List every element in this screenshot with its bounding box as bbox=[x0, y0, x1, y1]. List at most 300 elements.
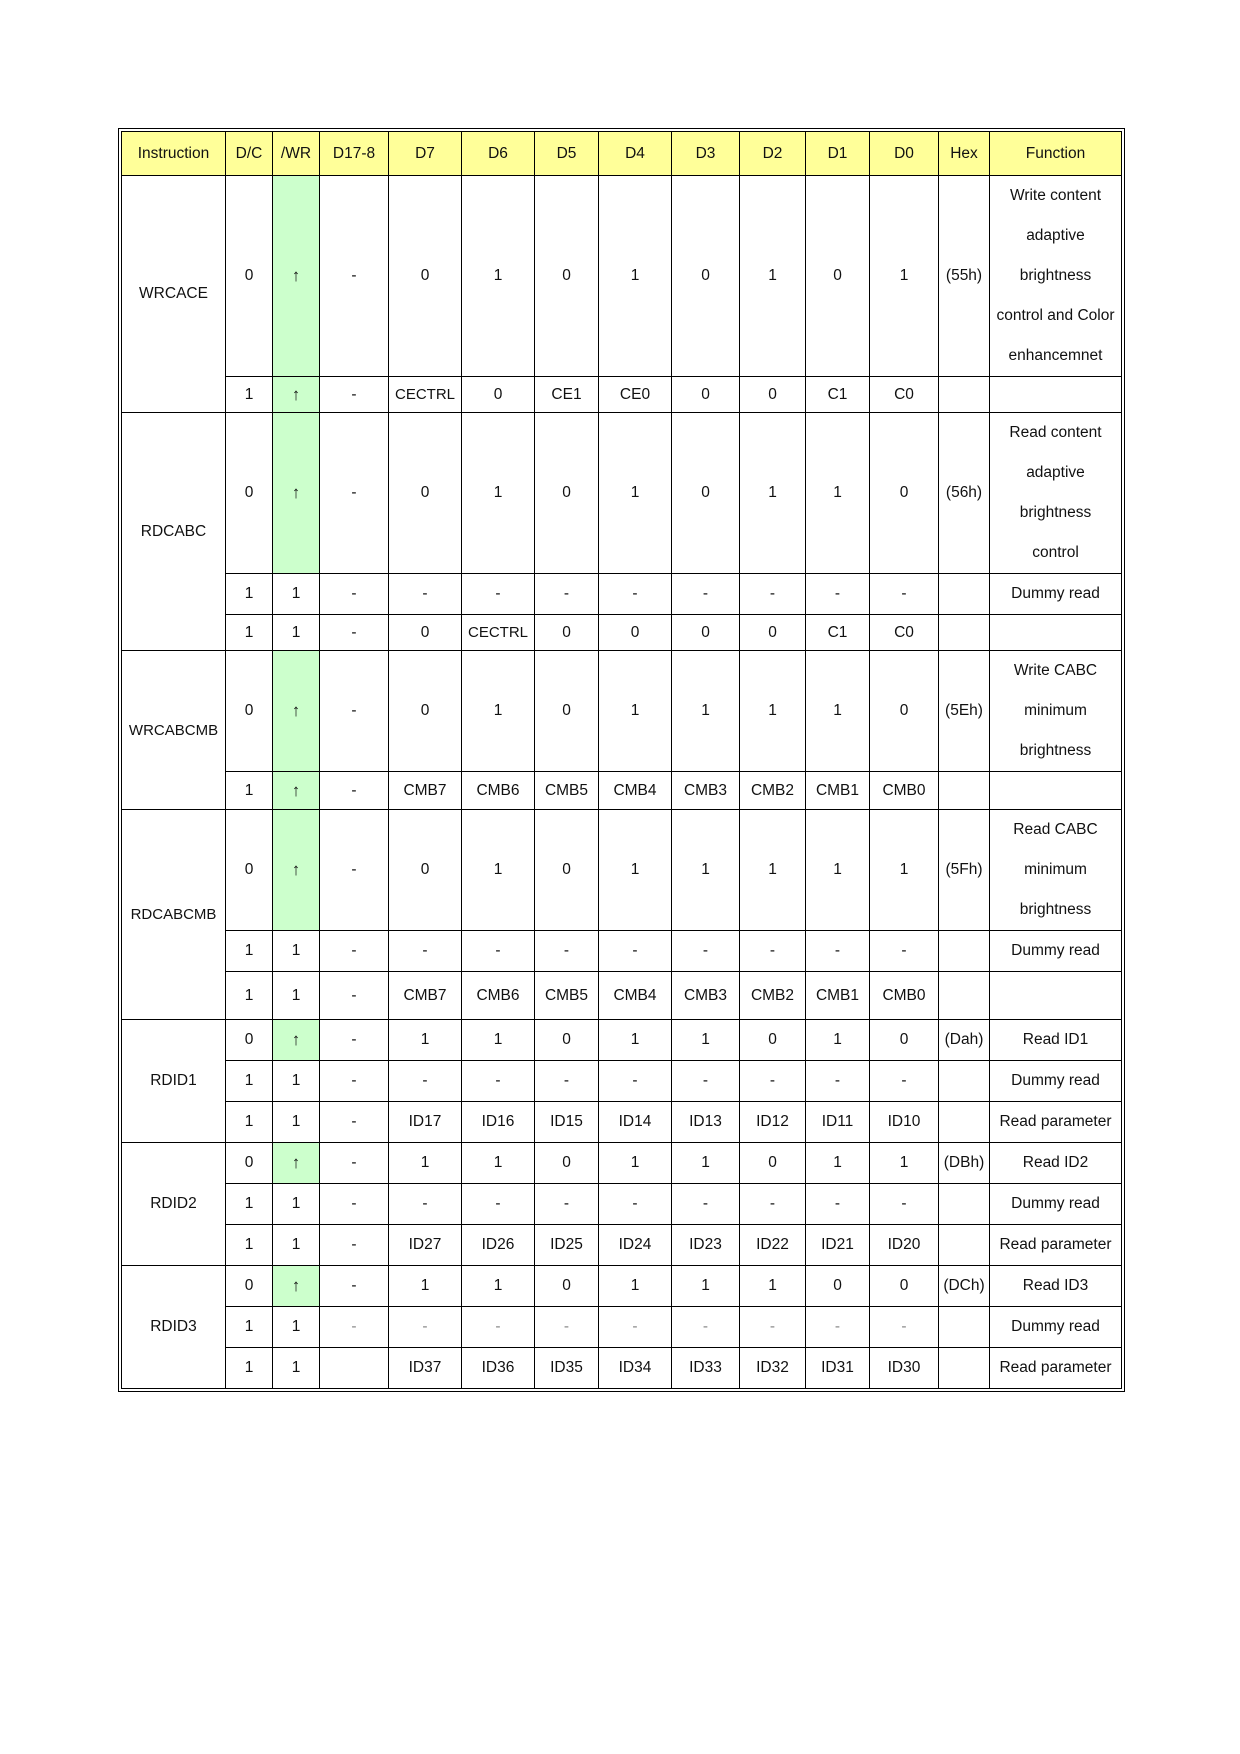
dc-cell: 0 bbox=[226, 1020, 273, 1061]
wr-cell: ↑ bbox=[273, 651, 320, 772]
d7-cell: ID37 bbox=[389, 1348, 462, 1389]
function-line: brightness bbox=[1019, 504, 1092, 521]
d7-cell: 0 bbox=[389, 176, 462, 377]
table-row bbox=[122, 1348, 1122, 1389]
hex-cell bbox=[939, 772, 990, 810]
d4-cell: 1 bbox=[599, 651, 672, 772]
d4-cell: ID24 bbox=[599, 1225, 672, 1266]
function-line: Read ID1 bbox=[1022, 1031, 1089, 1048]
function-cell bbox=[990, 1348, 1122, 1389]
dc-cell: 1 bbox=[226, 377, 273, 413]
function-line: minimum bbox=[1024, 861, 1087, 878]
d4-cell: 1 bbox=[599, 413, 672, 574]
d7-cell: - bbox=[389, 1184, 462, 1225]
hex-cell bbox=[939, 931, 990, 972]
d0-cell: 0 bbox=[870, 413, 939, 574]
d2-cell: 0 bbox=[740, 1020, 806, 1061]
wr-cell: 1 bbox=[273, 1307, 320, 1348]
function-cell bbox=[990, 574, 1122, 615]
function-line: Dummy read bbox=[1011, 1318, 1100, 1335]
table-row bbox=[122, 1102, 1122, 1143]
function-line: Read parameter bbox=[999, 1359, 1112, 1376]
d1-cell: ID11 bbox=[806, 1102, 870, 1143]
d1-cell: C1 bbox=[806, 615, 870, 651]
d1-cell: - bbox=[806, 1184, 870, 1225]
function-line: control bbox=[1032, 544, 1079, 561]
d17-8-cell: - bbox=[320, 176, 389, 377]
d17-8-cell: - bbox=[320, 1143, 389, 1184]
d4-cell: - bbox=[599, 574, 672, 615]
table-row bbox=[122, 810, 1122, 931]
header-d2: D2 bbox=[740, 132, 806, 176]
function-line: adaptive bbox=[1026, 464, 1085, 481]
d7-cell: CMB7 bbox=[389, 972, 462, 1020]
dc-cell: 0 bbox=[226, 1143, 273, 1184]
d1-cell: - bbox=[806, 1061, 870, 1102]
d3-cell: 1 bbox=[672, 1143, 740, 1184]
d6-cell: 1 bbox=[462, 1266, 535, 1307]
wr-cell: 1 bbox=[273, 615, 320, 651]
header-instruction: Instruction bbox=[122, 132, 226, 176]
d4-cell: 1 bbox=[599, 1266, 672, 1307]
dc-cell: 0 bbox=[226, 810, 273, 931]
d6-cell: 1 bbox=[462, 1020, 535, 1061]
d0-cell: - bbox=[870, 931, 939, 972]
function-cell bbox=[990, 1266, 1122, 1307]
function-cell bbox=[990, 1020, 1122, 1061]
d3-cell: ID13 bbox=[672, 1102, 740, 1143]
table-body bbox=[122, 176, 1122, 1389]
d1-cell: 1 bbox=[806, 810, 870, 931]
table-row bbox=[122, 931, 1122, 972]
d0-cell: ID30 bbox=[870, 1348, 939, 1389]
hex-cell bbox=[939, 1184, 990, 1225]
header-d7: D7 bbox=[389, 132, 462, 176]
d6-cell: 1 bbox=[462, 413, 535, 574]
d0-cell: ID10 bbox=[870, 1102, 939, 1143]
d3-cell: CMB3 bbox=[672, 972, 740, 1020]
d5-cell: CMB5 bbox=[535, 772, 599, 810]
function-line: Write CABC bbox=[1013, 662, 1098, 679]
d5-cell: 0 bbox=[535, 615, 599, 651]
d4-cell: 1 bbox=[599, 176, 672, 377]
d4-cell: 1 bbox=[599, 810, 672, 931]
wr-cell: 1 bbox=[273, 1348, 320, 1389]
hex-cell: (55h) bbox=[939, 176, 990, 377]
d0-cell: CMB0 bbox=[870, 772, 939, 810]
hex-cell bbox=[939, 1061, 990, 1102]
function-cell bbox=[990, 810, 1122, 931]
d5-cell: ID15 bbox=[535, 1102, 599, 1143]
header-hex: Hex bbox=[939, 132, 990, 176]
function-line: Dummy read bbox=[1011, 1072, 1100, 1089]
function-line: Read ID2 bbox=[1022, 1154, 1089, 1171]
header-function: Function bbox=[990, 132, 1122, 176]
table-row bbox=[122, 1266, 1122, 1307]
d7-cell: CECTRL bbox=[389, 377, 462, 413]
d6-cell: - bbox=[462, 931, 535, 972]
function-line: Read content bbox=[1009, 424, 1102, 441]
dc-cell: 1 bbox=[226, 1348, 273, 1389]
d6-cell: ID16 bbox=[462, 1102, 535, 1143]
function-line: minimum bbox=[1024, 702, 1087, 719]
d6-cell: 1 bbox=[462, 651, 535, 772]
d17-8-cell: - bbox=[320, 931, 389, 972]
d0-cell: C0 bbox=[870, 615, 939, 651]
d5-cell: CE1 bbox=[535, 377, 599, 413]
d3-cell: CMB3 bbox=[672, 772, 740, 810]
function-line: Dummy read bbox=[1011, 585, 1100, 602]
wr-cell: 1 bbox=[273, 1184, 320, 1225]
d6-cell: 1 bbox=[462, 810, 535, 931]
d17-8-cell: - bbox=[320, 651, 389, 772]
d5-cell: 0 bbox=[535, 413, 599, 574]
d7-cell: 0 bbox=[389, 651, 462, 772]
function-line: control and Color bbox=[996, 307, 1115, 324]
d0-cell: 1 bbox=[870, 1143, 939, 1184]
d6-cell: CMB6 bbox=[462, 972, 535, 1020]
d3-cell: 1 bbox=[672, 651, 740, 772]
d2-cell: - bbox=[740, 1184, 806, 1225]
dc-cell: 1 bbox=[226, 615, 273, 651]
d1-cell: 1 bbox=[806, 413, 870, 574]
d7-cell: ID17 bbox=[389, 1102, 462, 1143]
dc-cell: 1 bbox=[226, 772, 273, 810]
d1-cell: 1 bbox=[806, 1020, 870, 1061]
d4-cell: ID14 bbox=[599, 1102, 672, 1143]
hex-cell bbox=[939, 574, 990, 615]
instruction-table bbox=[121, 131, 1122, 1389]
d0-cell: 0 bbox=[870, 1020, 939, 1061]
d2-cell: - bbox=[740, 1061, 806, 1102]
d1-cell: 0 bbox=[806, 1266, 870, 1307]
d5-cell: 0 bbox=[535, 1020, 599, 1061]
d7-cell: - bbox=[389, 931, 462, 972]
function-cell bbox=[990, 972, 1122, 1020]
d6-cell: ID26 bbox=[462, 1225, 535, 1266]
table-row bbox=[122, 176, 1122, 377]
d7-cell: - bbox=[389, 1061, 462, 1102]
d3-cell: - bbox=[672, 1184, 740, 1225]
d0-cell: 1 bbox=[870, 810, 939, 931]
d0-cell: ID20 bbox=[870, 1225, 939, 1266]
table-row bbox=[122, 615, 1122, 651]
dc-cell: 0 bbox=[226, 651, 273, 772]
d1-cell: 1 bbox=[806, 651, 870, 772]
hex-cell bbox=[939, 1307, 990, 1348]
d0-cell: 1 bbox=[870, 176, 939, 377]
table-row bbox=[122, 413, 1122, 574]
d0-cell: - bbox=[870, 574, 939, 615]
d4-cell: CE0 bbox=[599, 377, 672, 413]
d5-cell: - bbox=[535, 931, 599, 972]
d5-cell: - bbox=[535, 1061, 599, 1102]
dc-cell: 0 bbox=[226, 1266, 273, 1307]
d0-cell: - bbox=[870, 1307, 939, 1348]
wr-cell: ↑ bbox=[273, 413, 320, 574]
d17-8-cell bbox=[320, 1348, 389, 1389]
d17-8-cell: - bbox=[320, 1020, 389, 1061]
d3-cell: 1 bbox=[672, 1020, 740, 1061]
d4-cell: CMB4 bbox=[599, 772, 672, 810]
d6-cell: 0 bbox=[462, 377, 535, 413]
d7-cell: 1 bbox=[389, 1266, 462, 1307]
dc-cell: 1 bbox=[226, 574, 273, 615]
d6-cell: - bbox=[462, 1184, 535, 1225]
d2-cell: 0 bbox=[740, 615, 806, 651]
d2-cell: 0 bbox=[740, 377, 806, 413]
hex-cell: (5Eh) bbox=[939, 651, 990, 772]
table-row bbox=[122, 574, 1122, 615]
d7-cell: 0 bbox=[389, 413, 462, 574]
dc-cell: 0 bbox=[226, 413, 273, 574]
header-d1: D1 bbox=[806, 132, 870, 176]
hex-cell: (56h) bbox=[939, 413, 990, 574]
function-line: adaptive bbox=[1026, 227, 1085, 244]
function-cell bbox=[990, 1102, 1122, 1143]
hex-cell bbox=[939, 615, 990, 651]
hex-cell: (5Fh) bbox=[939, 810, 990, 931]
wr-cell: ↑ bbox=[273, 810, 320, 931]
d4-cell: CMB4 bbox=[599, 972, 672, 1020]
function-cell bbox=[990, 651, 1122, 772]
function-line: brightness bbox=[1019, 267, 1092, 284]
d17-8-cell: - bbox=[320, 1061, 389, 1102]
dc-cell: 1 bbox=[226, 1184, 273, 1225]
instruction-name: WRCACE bbox=[122, 176, 226, 413]
d2-cell: CMB2 bbox=[740, 772, 806, 810]
instruction-name: RDCABC bbox=[122, 413, 226, 651]
d17-8-cell: - bbox=[320, 1307, 389, 1348]
d17-8-cell: - bbox=[320, 413, 389, 574]
dc-cell: 1 bbox=[226, 1102, 273, 1143]
d7-cell: CMB7 bbox=[389, 772, 462, 810]
function-line: brightness bbox=[1019, 901, 1092, 918]
d0-cell: - bbox=[870, 1184, 939, 1225]
d5-cell: 0 bbox=[535, 651, 599, 772]
d6-cell: 1 bbox=[462, 1143, 535, 1184]
function-line: Read parameter bbox=[999, 1236, 1112, 1253]
header-d17-8: D17-8 bbox=[320, 132, 389, 176]
function-line: Read CABC bbox=[1013, 821, 1098, 838]
d2-cell: ID22 bbox=[740, 1225, 806, 1266]
d2-cell: 1 bbox=[740, 176, 806, 377]
d5-cell: 0 bbox=[535, 1143, 599, 1184]
d17-8-cell: - bbox=[320, 574, 389, 615]
hex-cell bbox=[939, 1225, 990, 1266]
d3-cell: - bbox=[672, 574, 740, 615]
d3-cell: 0 bbox=[672, 377, 740, 413]
d1-cell: - bbox=[806, 1307, 870, 1348]
hex-cell: (Dah) bbox=[939, 1020, 990, 1061]
function-cell bbox=[990, 931, 1122, 972]
wr-cell: ↑ bbox=[273, 176, 320, 377]
d2-cell: 1 bbox=[740, 413, 806, 574]
d1-cell: ID21 bbox=[806, 1225, 870, 1266]
dc-cell: 0 bbox=[226, 176, 273, 377]
instruction-name: RDCABCMB bbox=[122, 810, 226, 1020]
d3-cell: 0 bbox=[672, 615, 740, 651]
table-row bbox=[122, 377, 1122, 413]
table-row bbox=[122, 1307, 1122, 1348]
function-cell bbox=[990, 1061, 1122, 1102]
d2-cell: - bbox=[740, 574, 806, 615]
d5-cell: - bbox=[535, 574, 599, 615]
function-cell bbox=[990, 176, 1122, 377]
header-dc: D/C bbox=[226, 132, 273, 176]
d7-cell: - bbox=[389, 1307, 462, 1348]
table-row bbox=[122, 1225, 1122, 1266]
d2-cell: ID12 bbox=[740, 1102, 806, 1143]
d1-cell: 0 bbox=[806, 176, 870, 377]
d1-cell: ID31 bbox=[806, 1348, 870, 1389]
function-cell bbox=[990, 1225, 1122, 1266]
instruction-name: RDID3 bbox=[122, 1266, 226, 1389]
wr-cell: ↑ bbox=[273, 772, 320, 810]
d7-cell: 1 bbox=[389, 1020, 462, 1061]
dc-cell: 1 bbox=[226, 1225, 273, 1266]
d0-cell: CMB0 bbox=[870, 972, 939, 1020]
function-cell bbox=[990, 615, 1122, 651]
d5-cell: 0 bbox=[535, 1266, 599, 1307]
d3-cell: 1 bbox=[672, 810, 740, 931]
d4-cell: 0 bbox=[599, 615, 672, 651]
d6-cell: - bbox=[462, 574, 535, 615]
d0-cell: - bbox=[870, 1061, 939, 1102]
d5-cell: ID25 bbox=[535, 1225, 599, 1266]
d4-cell: ID34 bbox=[599, 1348, 672, 1389]
wr-cell: 1 bbox=[273, 931, 320, 972]
function-cell bbox=[990, 1307, 1122, 1348]
d3-cell: - bbox=[672, 1061, 740, 1102]
d3-cell: ID23 bbox=[672, 1225, 740, 1266]
table-row bbox=[122, 772, 1122, 810]
d5-cell: - bbox=[535, 1307, 599, 1348]
d4-cell: - bbox=[599, 1184, 672, 1225]
d4-cell: - bbox=[599, 1061, 672, 1102]
d5-cell: ID35 bbox=[535, 1348, 599, 1389]
dc-cell: 1 bbox=[226, 972, 273, 1020]
function-cell bbox=[990, 772, 1122, 810]
d1-cell: 1 bbox=[806, 1143, 870, 1184]
d2-cell: ID32 bbox=[740, 1348, 806, 1389]
function-line: Read parameter bbox=[999, 1113, 1112, 1130]
d5-cell: 0 bbox=[535, 810, 599, 931]
d2-cell: - bbox=[740, 931, 806, 972]
dc-cell: 1 bbox=[226, 1307, 273, 1348]
d2-cell: 0 bbox=[740, 1143, 806, 1184]
table-row bbox=[122, 972, 1122, 1020]
instruction-name: WRCABCMB bbox=[122, 651, 226, 810]
table-row bbox=[122, 1061, 1122, 1102]
d1-cell: CMB1 bbox=[806, 972, 870, 1020]
wr-cell: 1 bbox=[273, 1102, 320, 1143]
header-row bbox=[122, 132, 1122, 176]
d7-cell: - bbox=[389, 574, 462, 615]
d7-cell: 1 bbox=[389, 1143, 462, 1184]
d3-cell: - bbox=[672, 1307, 740, 1348]
wr-cell: ↑ bbox=[273, 1143, 320, 1184]
function-line: Write content bbox=[1009, 187, 1102, 204]
d4-cell: - bbox=[599, 1307, 672, 1348]
d5-cell: - bbox=[535, 1184, 599, 1225]
d6-cell: 1 bbox=[462, 176, 535, 377]
hex-cell bbox=[939, 1348, 990, 1389]
d4-cell: 1 bbox=[599, 1143, 672, 1184]
header-d5: D5 bbox=[535, 132, 599, 176]
hex-cell bbox=[939, 972, 990, 1020]
d6-cell: - bbox=[462, 1307, 535, 1348]
d5-cell: 0 bbox=[535, 176, 599, 377]
function-line: Read ID3 bbox=[1022, 1277, 1089, 1294]
wr-cell: 1 bbox=[273, 1061, 320, 1102]
table-row bbox=[122, 1020, 1122, 1061]
instruction-name: RDID2 bbox=[122, 1143, 226, 1266]
d17-8-cell: - bbox=[320, 810, 389, 931]
d17-8-cell: - bbox=[320, 1225, 389, 1266]
dc-cell: 1 bbox=[226, 1061, 273, 1102]
function-cell bbox=[990, 413, 1122, 574]
function-cell bbox=[990, 377, 1122, 413]
d0-cell: 0 bbox=[870, 1266, 939, 1307]
dc-cell: 1 bbox=[226, 931, 273, 972]
d2-cell: 1 bbox=[740, 810, 806, 931]
d17-8-cell: - bbox=[320, 1184, 389, 1225]
d3-cell: 0 bbox=[672, 413, 740, 574]
d1-cell: C1 bbox=[806, 377, 870, 413]
d0-cell: C0 bbox=[870, 377, 939, 413]
d2-cell: 1 bbox=[740, 651, 806, 772]
d17-8-cell: - bbox=[320, 615, 389, 651]
hex-cell bbox=[939, 377, 990, 413]
hex-cell: (DCh) bbox=[939, 1266, 990, 1307]
wr-cell: ↑ bbox=[273, 377, 320, 413]
function-line: Dummy read bbox=[1011, 1195, 1100, 1212]
header-wr: /WR bbox=[273, 132, 320, 176]
d3-cell: ID33 bbox=[672, 1348, 740, 1389]
d2-cell: - bbox=[740, 1307, 806, 1348]
wr-cell: 1 bbox=[273, 972, 320, 1020]
hex-cell: (DBh) bbox=[939, 1143, 990, 1184]
d4-cell: 1 bbox=[599, 1020, 672, 1061]
wr-cell: ↑ bbox=[273, 1020, 320, 1061]
d7-cell: ID27 bbox=[389, 1225, 462, 1266]
d0-cell: 0 bbox=[870, 651, 939, 772]
d17-8-cell: - bbox=[320, 1102, 389, 1143]
table-row bbox=[122, 1143, 1122, 1184]
d17-8-cell: - bbox=[320, 1266, 389, 1307]
d1-cell: CMB1 bbox=[806, 772, 870, 810]
d7-cell: 0 bbox=[389, 810, 462, 931]
d4-cell: - bbox=[599, 931, 672, 972]
wr-cell: 1 bbox=[273, 574, 320, 615]
d1-cell: - bbox=[806, 574, 870, 615]
d5-cell: CMB5 bbox=[535, 972, 599, 1020]
d17-8-cell: - bbox=[320, 377, 389, 413]
wr-cell: ↑ bbox=[273, 1266, 320, 1307]
header-d4: D4 bbox=[599, 132, 672, 176]
instruction-name: RDID1 bbox=[122, 1020, 226, 1143]
function-cell bbox=[990, 1184, 1122, 1225]
function-cell bbox=[990, 1143, 1122, 1184]
d7-cell: 0 bbox=[389, 615, 462, 651]
wr-cell: 1 bbox=[273, 1225, 320, 1266]
header-d0: D0 bbox=[870, 132, 939, 176]
d1-cell: - bbox=[806, 931, 870, 972]
table-row bbox=[122, 651, 1122, 772]
function-line: Dummy read bbox=[1011, 942, 1100, 959]
header-d6: D6 bbox=[462, 132, 535, 176]
